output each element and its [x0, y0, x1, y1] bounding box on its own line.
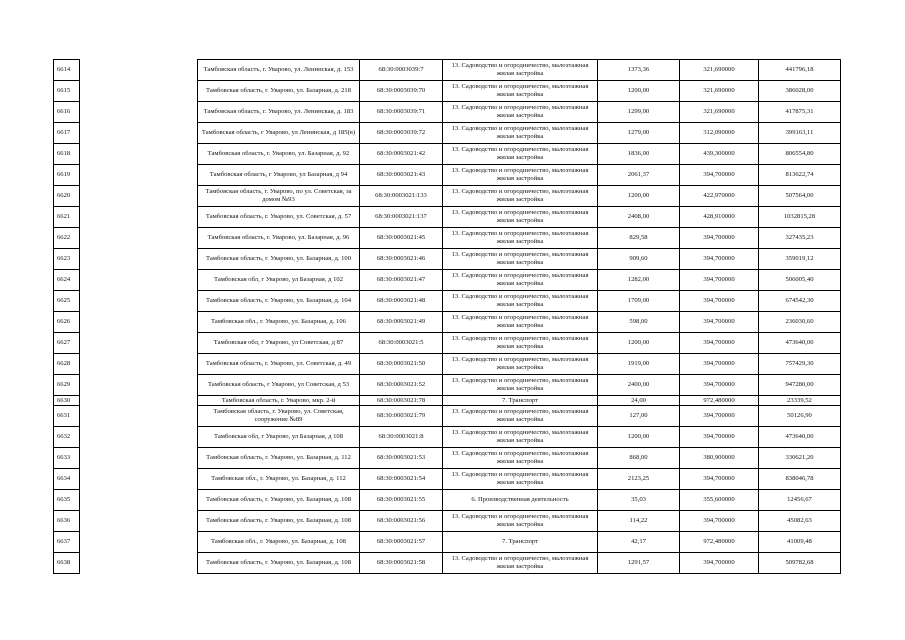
blank-cell [80, 396, 198, 406]
address-cell: Тамбовская область, г. Уварово, ул. Базарная, д. 218 [198, 81, 360, 102]
address-cell: Тамбовская обл, г Уварово, ул Базарная, д 108 [198, 427, 360, 448]
row-number: 6621 [54, 207, 80, 228]
specific-value-cell: 394,700000 [680, 375, 759, 396]
row-number: 6623 [54, 249, 80, 270]
land-use-cell: 13. Садоводство и огородничество, малоэтажная жилая застройка [443, 60, 598, 81]
land-use-cell: 13. Садоводство и огородничество, малоэтажная жилая застройка [443, 249, 598, 270]
table-row [54, 354, 841, 375]
address-cell: Тамбовская область, г. Уварово, мкр. 2-й [198, 396, 360, 406]
cadastral-number-cell: 68:30:0003021:57 [360, 532, 443, 553]
blank-cell [80, 228, 198, 249]
blank-cell [80, 532, 198, 553]
table-row [54, 291, 841, 312]
address-cell: Тамбовская область, г. Уварово, ул. Базарная, д. 100 [198, 249, 360, 270]
table-row [54, 333, 841, 354]
row-number: 6616 [54, 102, 80, 123]
row-number: 6624 [54, 270, 80, 291]
land-use-cell: 13. Садоводство и огородничество, малоэтажная жилая застройка [443, 333, 598, 354]
land-use-cell: 13. Садоводство и огородничество, малоэтажная жилая застройка [443, 165, 598, 186]
blank-cell [80, 207, 198, 228]
table-row [54, 396, 841, 406]
area-cell: 2123,25 [598, 469, 680, 490]
land-use-cell: 13. Садоводство и огородничество, малоэтажная жилая застройка [443, 427, 598, 448]
row-number: 6617 [54, 123, 80, 144]
blank-cell [80, 406, 198, 427]
cadastral-number-cell: 68:30:0003021:78 [360, 396, 443, 406]
cadastral-value-cell: 813622,74 [759, 165, 841, 186]
specific-value-cell: 394,700000 [680, 312, 759, 333]
address-cell: Тамбовская область, г. Уварово, ул. Базарная, д. 108 [198, 490, 360, 511]
address-cell: Тамбовская область, г. Уварово, ул. Базарная, д. 112 [198, 448, 360, 469]
cadastral-value-cell: 757429,30 [759, 354, 841, 375]
cadastral-number-cell: 68:30:0003021:55 [360, 490, 443, 511]
cadastral-number-cell: 68:30:0003039:72 [360, 123, 443, 144]
area-cell: 1709,00 [598, 291, 680, 312]
cadastral-value-table [53, 59, 841, 574]
address-cell: Тамбовская область, г. Уварово, ул. Советская, д. 57 [198, 207, 360, 228]
address-cell: Тамбовская область, г. Уварово, ул. Базарная, д. 96 [198, 228, 360, 249]
land-use-cell: 13. Садоводство и огородничество, малоэтажная жилая застройка [443, 81, 598, 102]
cadastral-value-cell: 417875,31 [759, 102, 841, 123]
area-cell: 868,00 [598, 448, 680, 469]
land-use-cell: 6. Производственная деятельность [443, 490, 598, 511]
blank-cell [80, 60, 198, 81]
table-row [54, 144, 841, 165]
table-row [54, 532, 841, 553]
cadastral-number-cell: 68:30:0003021:48 [360, 291, 443, 312]
specific-value-cell: 394,700000 [680, 270, 759, 291]
blank-cell [80, 553, 198, 574]
address-cell: Тамбовская область, г. Уварово, ул. Базарная, д. 108 [198, 553, 360, 574]
area-cell: 114,22 [598, 511, 680, 532]
area-cell: 1299,00 [598, 102, 680, 123]
cadastral-number-cell: 68:30:0003021:46 [360, 249, 443, 270]
specific-value-cell: 394,700000 [680, 553, 759, 574]
specific-value-cell: 394,700000 [680, 511, 759, 532]
cadastral-value-cell: 473640,00 [759, 333, 841, 354]
cadastral-value-cell: 359019,12 [759, 249, 841, 270]
land-use-cell: 13. Садоводство и огородничество, малоэтажная жилая застройка [443, 123, 598, 144]
row-number: 6620 [54, 186, 80, 207]
table-row [54, 165, 841, 186]
area-cell: 24,00 [598, 396, 680, 406]
land-use-cell: 13. Садоводство и огородничество, малоэтажная жилая застройка [443, 228, 598, 249]
area-cell: 909,60 [598, 249, 680, 270]
blank-cell [80, 102, 198, 123]
table-row [54, 312, 841, 333]
land-use-cell: 13. Садоводство и огородничество, малоэтажная жилая застройка [443, 270, 598, 291]
row-number: 6635 [54, 490, 80, 511]
area-cell: 1279,00 [598, 123, 680, 144]
specific-value-cell: 312,090000 [680, 123, 759, 144]
area-cell: 829,58 [598, 228, 680, 249]
specific-value-cell: 394,700000 [680, 165, 759, 186]
specific-value-cell: 972,480000 [680, 396, 759, 406]
blank-cell [80, 375, 198, 396]
cadastral-value-cell: 674542,30 [759, 291, 841, 312]
address-cell: Тамбовская область, г. Уварово, ул. Базарная, д. 104 [198, 291, 360, 312]
row-number: 6615 [54, 81, 80, 102]
blank-cell [80, 186, 198, 207]
cadastral-value-cell: 12456,67 [759, 490, 841, 511]
address-cell: Тамбовская область, г Уварово, ул Ленинская, д 185(в) [198, 123, 360, 144]
table-row [54, 375, 841, 396]
row-number: 6629 [54, 375, 80, 396]
area-cell: 2408,00 [598, 207, 680, 228]
land-use-cell: 13. Садоводство и огородничество, малоэтажная жилая застройка [443, 406, 598, 427]
specific-value-cell: 394,700000 [680, 354, 759, 375]
land-use-cell: 13. Садоводство и огородничество, малоэтажная жилая застройка [443, 312, 598, 333]
cadastral-number-cell: 68:30:0003039:7 [360, 60, 443, 81]
cadastral-number-cell: 68:30:0003021:52 [360, 375, 443, 396]
cadastral-value-cell: 806554,80 [759, 144, 841, 165]
table-row [54, 60, 841, 81]
cadastral-number-cell: 68:30:0003021:47 [360, 270, 443, 291]
cadastral-number-cell: 68:30:0003021:133 [360, 186, 443, 207]
table-row [54, 490, 841, 511]
address-cell: Тамбовская область, г. Уварово, по ул. Советская, за домом №93 [198, 186, 360, 207]
blank-cell [80, 354, 198, 375]
cadastral-value-cell: 23339,52 [759, 396, 841, 406]
row-number: 6622 [54, 228, 80, 249]
cadastral-number-cell: 68:30:0003021:8 [360, 427, 443, 448]
blank-cell [80, 249, 198, 270]
table-row [54, 81, 841, 102]
cadastral-number-cell: 68:30:0003021:42 [360, 144, 443, 165]
address-cell: Тамбовская область, г. Уварово, ул. Советская, д. 49 [198, 354, 360, 375]
cadastral-value-cell: 509782,68 [759, 553, 841, 574]
cadastral-number-cell: 68:30:0003021:79 [360, 406, 443, 427]
area-cell: 1200,00 [598, 333, 680, 354]
row-number: 6634 [54, 469, 80, 490]
blank-cell [80, 81, 198, 102]
cadastral-value-cell: 506005,40 [759, 270, 841, 291]
blank-cell [80, 469, 198, 490]
land-use-cell: 13. Садоводство и огородничество, малоэтажная жилая застройка [443, 186, 598, 207]
cadastral-value-cell: 399163,11 [759, 123, 841, 144]
area-cell: 1291,57 [598, 553, 680, 574]
address-cell: Тамбовская обл., г. Уварово, ул. Базарная, д. 108 [198, 532, 360, 553]
cadastral-number-cell: 68:30:0003021:49 [360, 312, 443, 333]
cadastral-value-cell: 236030,60 [759, 312, 841, 333]
address-cell: Тамбовская область, г. Уварово, ул. Базарная, д. 108 [198, 511, 360, 532]
row-number: 6626 [54, 312, 80, 333]
area-cell: 1282,00 [598, 270, 680, 291]
blank-cell [80, 312, 198, 333]
blank-cell [80, 448, 198, 469]
cadastral-number-cell: 68:30:0003021:58 [360, 553, 443, 574]
cadastral-value-cell: 507564,00 [759, 186, 841, 207]
specific-value-cell: 355,600000 [680, 490, 759, 511]
address-cell: Тамбовская область, г. Уварово, ул. Ленинская, д. 153 [198, 60, 360, 81]
land-use-cell: 13. Садоводство и огородничество, малоэтажная жилая застройка [443, 102, 598, 123]
specific-value-cell: 321,690000 [680, 102, 759, 123]
land-use-cell: 13. Садоводство и огородничество, малоэтажная жилая застройка [443, 553, 598, 574]
area-cell: 42,17 [598, 532, 680, 553]
land-use-cell: 13. Садоводство и огородничество, малоэтажная жилая застройка [443, 291, 598, 312]
land-use-cell: 7. Транспорт [443, 532, 598, 553]
specific-value-cell: 972,480000 [680, 532, 759, 553]
blank-cell [80, 490, 198, 511]
land-use-cell: 13. Садоводство и огородничество, малоэтажная жилая застройка [443, 469, 598, 490]
blank-cell [80, 123, 198, 144]
row-number: 6628 [54, 354, 80, 375]
specific-value-cell: 428,910000 [680, 207, 759, 228]
area-cell: 2061,37 [598, 165, 680, 186]
row-number: 6638 [54, 553, 80, 574]
address-cell: Тамбовская область, г. Уварово, ул. Советская, сооружение №89 [198, 406, 360, 427]
area-cell: 1919,00 [598, 354, 680, 375]
blank-cell [80, 291, 198, 312]
land-use-cell: 13. Садоводство и огородничество, малоэтажная жилая застройка [443, 375, 598, 396]
cadastral-value-cell: 330621,20 [759, 448, 841, 469]
cadastral-value-cell: 1032815,28 [759, 207, 841, 228]
address-cell: Тамбовская область, г Уварово, ул Базарная, д 94 [198, 165, 360, 186]
area-cell: 1200,00 [598, 81, 680, 102]
cadastral-number-cell: 68:30:0003021:56 [360, 511, 443, 532]
cadastral-number-cell: 68:30:0003021:43 [360, 165, 443, 186]
row-number: 6631 [54, 406, 80, 427]
area-cell: 1836,00 [598, 144, 680, 165]
row-number: 6630 [54, 396, 80, 406]
specific-value-cell: 394,700000 [680, 406, 759, 427]
cadastral-number-cell: 68:30:0003021:5 [360, 333, 443, 354]
specific-value-cell: 394,700000 [680, 333, 759, 354]
specific-value-cell: 439,300000 [680, 144, 759, 165]
table-row [54, 123, 841, 144]
cadastral-value-cell: 947280,00 [759, 375, 841, 396]
cadastral-number-cell: 68:30:0003021:45 [360, 228, 443, 249]
table-row [54, 249, 841, 270]
table-row [54, 448, 841, 469]
table-row [54, 406, 841, 427]
specific-value-cell: 394,700000 [680, 469, 759, 490]
specific-value-cell: 394,700000 [680, 228, 759, 249]
specific-value-cell: 321,690000 [680, 60, 759, 81]
address-cell: Тамбовская обл, г Уварово, ул Базарная, д 102 [198, 270, 360, 291]
table-row [54, 102, 841, 123]
row-number: 6618 [54, 144, 80, 165]
specific-value-cell: 422,970000 [680, 186, 759, 207]
row-number: 6633 [54, 448, 80, 469]
blank-cell [80, 270, 198, 291]
row-number: 6627 [54, 333, 80, 354]
land-use-cell: 13. Садоводство и огородничество, малоэтажная жилая застройка [443, 448, 598, 469]
row-number: 6637 [54, 532, 80, 553]
row-number: 6636 [54, 511, 80, 532]
area-cell: 2400,00 [598, 375, 680, 396]
row-number: 6614 [54, 60, 80, 81]
specific-value-cell: 394,700000 [680, 291, 759, 312]
row-number: 6625 [54, 291, 80, 312]
table-row [54, 469, 841, 490]
address-cell: Тамбовская область, г. Уварово, ул. Базарная, д. 92 [198, 144, 360, 165]
area-cell: 1200,00 [598, 427, 680, 448]
land-use-cell: 13. Садоводство и огородничество, малоэтажная жилая застройка [443, 354, 598, 375]
table-row [54, 207, 841, 228]
area-cell: 598,00 [598, 312, 680, 333]
address-cell: Тамбовская обл., г. Уварово, ул. Базарная, д. 106 [198, 312, 360, 333]
specific-value-cell: 321,690000 [680, 81, 759, 102]
row-number: 6632 [54, 427, 80, 448]
blank-cell [80, 333, 198, 354]
area-cell: 127,00 [598, 406, 680, 427]
address-cell: Тамбовская область, г. Уварово, ул. Ленинская, д. 183 [198, 102, 360, 123]
blank-cell [80, 165, 198, 186]
cadastral-value-cell: 473640,00 [759, 427, 841, 448]
blank-cell [80, 427, 198, 448]
specific-value-cell: 394,700000 [680, 427, 759, 448]
table-row [54, 228, 841, 249]
land-use-cell: 7. Транспорт [443, 396, 598, 406]
blank-cell [80, 144, 198, 165]
address-cell: Тамбовская обл., г. Уварово, ул. Базарная, д. 112 [198, 469, 360, 490]
table-row [54, 427, 841, 448]
cadastral-value-cell: 441796,18 [759, 60, 841, 81]
land-use-cell: 13. Садоводство и огородничество, малоэтажная жилая застройка [443, 207, 598, 228]
table-row [54, 270, 841, 291]
cadastral-value-cell: 50126,90 [759, 406, 841, 427]
cadastral-number-cell: 68:30:0003021:137 [360, 207, 443, 228]
cadastral-number-cell: 68:30:0003021:50 [360, 354, 443, 375]
land-use-cell: 13. Садоводство и огородничество, малоэтажная жилая застройка [443, 511, 598, 532]
cadastral-number-cell: 68:30:0003021:53 [360, 448, 443, 469]
specific-value-cell: 380,900000 [680, 448, 759, 469]
cadastral-number-cell: 68:30:0003021:54 [360, 469, 443, 490]
area-cell: 1373,36 [598, 60, 680, 81]
table-row [54, 186, 841, 207]
cadastral-number-cell: 68:30:0003039:70 [360, 81, 443, 102]
address-cell: Тамбовская обл, г Уварово, ул Советская, д 87 [198, 333, 360, 354]
area-cell: 1200,00 [598, 186, 680, 207]
area-cell: 35,03 [598, 490, 680, 511]
cadastral-value-cell: 838046,78 [759, 469, 841, 490]
cadastral-value-cell: 41009,48 [759, 532, 841, 553]
table-row [54, 553, 841, 574]
specific-value-cell: 394,700000 [680, 249, 759, 270]
row-number: 6619 [54, 165, 80, 186]
table-row [54, 511, 841, 532]
land-use-cell: 13. Садоводство и огородничество, малоэтажная жилая застройка [443, 144, 598, 165]
cadastral-value-cell: 327435,23 [759, 228, 841, 249]
address-cell: Тамбовская область, г Уварово, ул Советская, д 53 [198, 375, 360, 396]
cadastral-number-cell: 68:30:0003039:71 [360, 102, 443, 123]
blank-cell [80, 511, 198, 532]
cadastral-value-cell: 45082,63 [759, 511, 841, 532]
cadastral-value-cell: 386028,00 [759, 81, 841, 102]
